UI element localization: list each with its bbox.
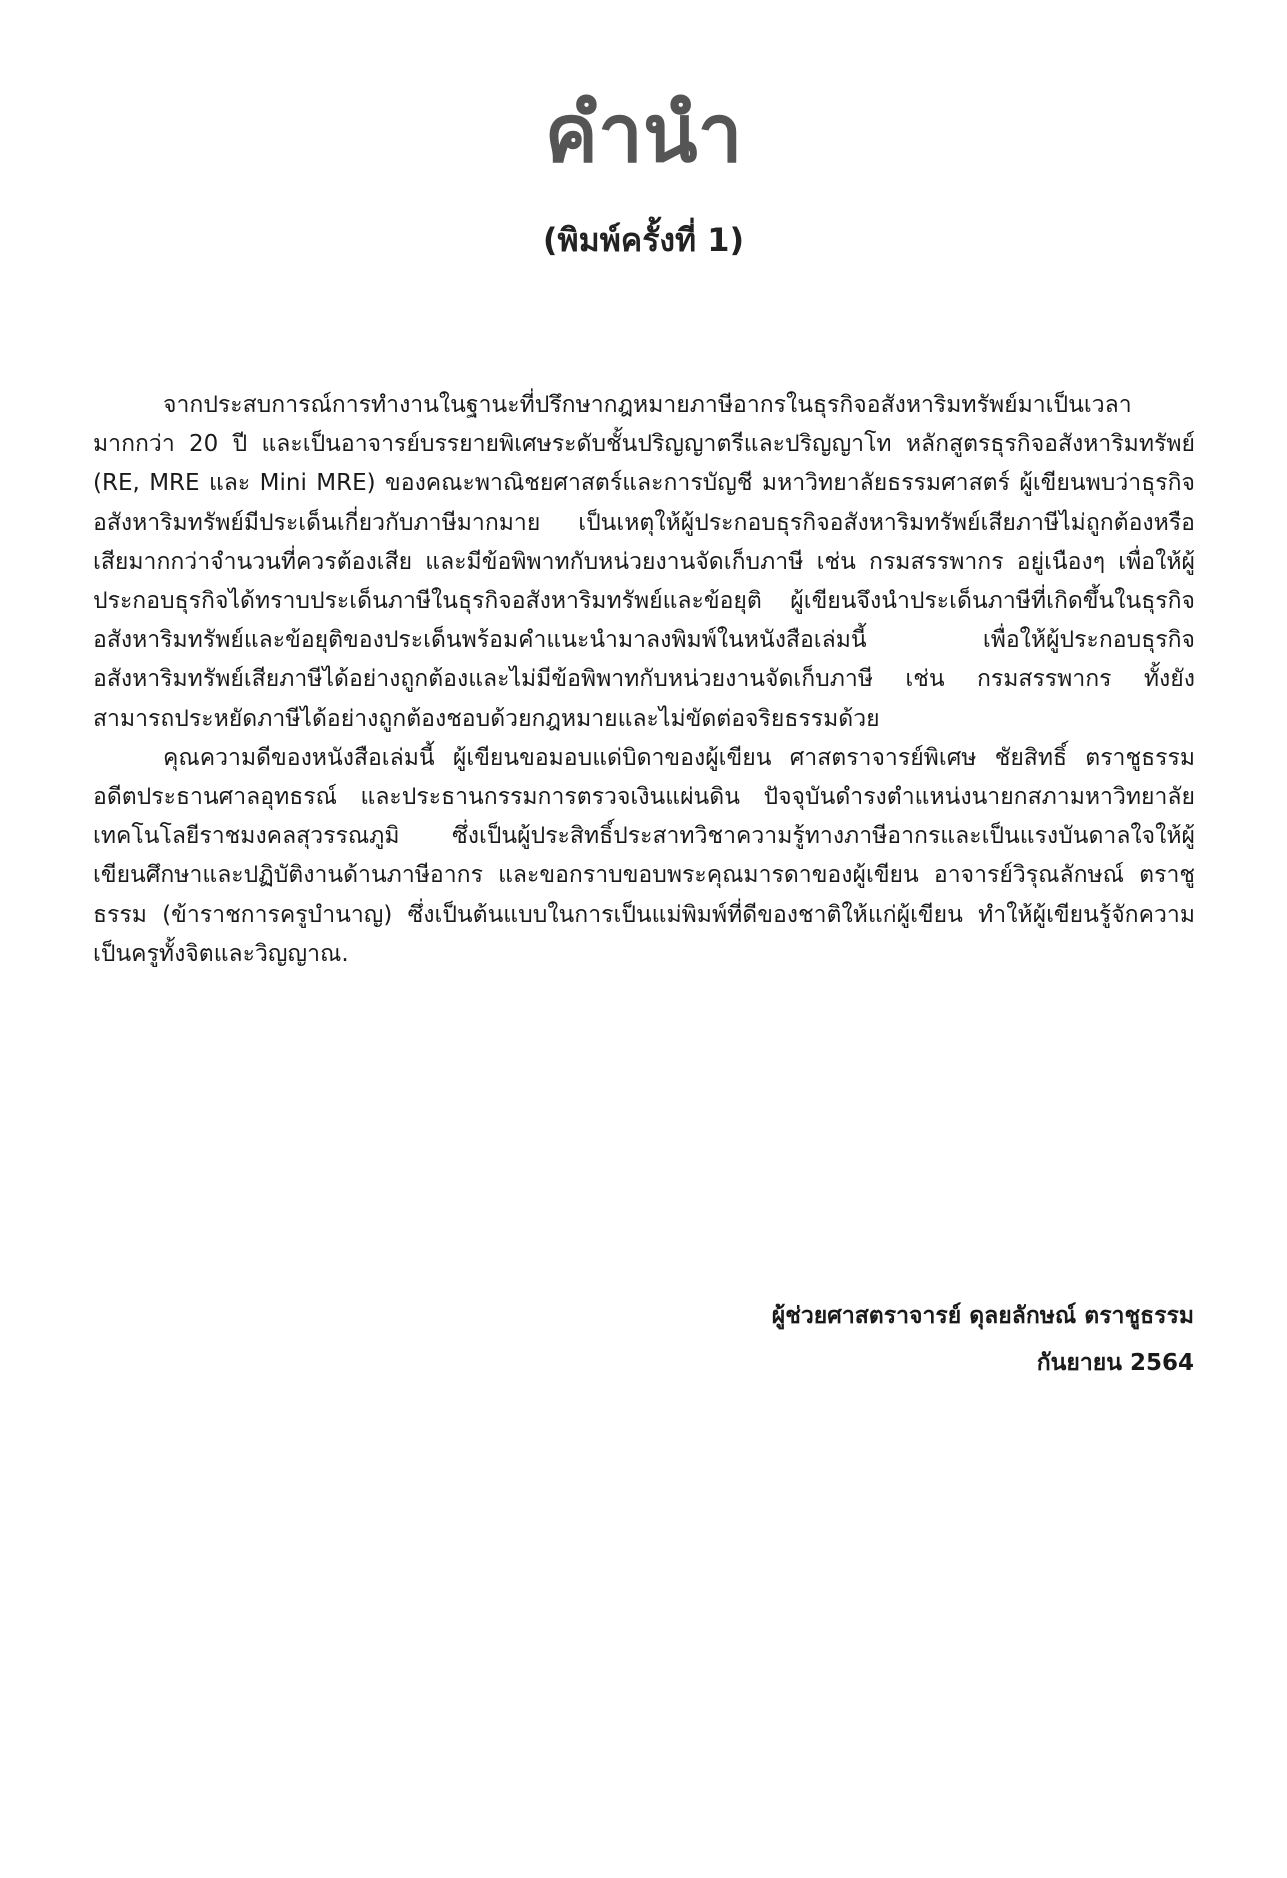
body-text [93, 386, 1195, 974]
paragraph-2: คุณความดีของหนังสือเล่มนี้ ผู้เขียนขอมอบแด่บิดาของผู้เขียน ศาสตราจารย์พิเศษ ชัยสิทธิ์ ตราชูธรรม อดีตประธานศาลอุทธรณ์ และประธานกรรมการตรวจเงินแผ่นดิน ปัจจุบันดำรงตำแหน่งนายกสภามหาวิทยาลัยเทคโนโลยีราชมงคลสุวรรณภูมิ ซึ่งเป็นผู้ประสิทธิ์ประสาทวิชาความรู้ทางภาษีอากรและเป็นแรงบันดาลใจให้ผู้เขียนศึกษาและปฏิบัติงานด้านภาษีอากร และขอกราบขอบพระคุณมารดาของผู้เขียน อาจารย์วิรุณลักษณ์ ตราชูธรรม (ข้าราชการครูบำนาญ) ซึ่งเป็นต้นแบบในการเป็นแม่พิมพ์ที่ดีของชาติให้แก่ผู้เขียน ทำให้ผู้เขียนรู้จักความเป็นครูทั้งจิตและวิญญาณ. [93, 744, 1195, 967]
page-subtitle: (พิมพ์ครั้งที่ 1) [542, 221, 745, 259]
signature-block [394, 1293, 1194, 1387]
signature-author: ผู้ช่วยศาสตราจารย์ ดุลยลักษณ์ ตราชูธรรม [771, 1303, 1194, 1329]
page-title: คำนำ [544, 87, 743, 180]
paragraph-1: จากประสบการณ์การทำงานในฐานะที่ปรึกษากฎหมายภาษีอากรในธุรกิจอสังหาริมทรัพย์มาเป็นเวลามากกว่า 20 ปี และเป็นอาจารย์บรรยายพิเศษระดับชั้นปริญญาตรีและปริญญาโท หลักสูตรธุรกิจอสังหาริมทรัพย์ (RE, MRE และ Mini MRE) ของคณะพาณิชยศาสตร์และการบัญชี มหาวิทยาลัยธรรมศาสตร์ ผู้เขียนพบว่าธุรกิจอสังหาริมทรัพย์มีประเด็นเกี่ยวกับภาษีมากมาย เป็นเหตุให้ผู้ประกอบธุรกิจอสังหาริมทรัพย์เสียภาษีไม่ถูกต้องหรือเสียมากกว่าจำนวนที่ควรต้องเสีย และมีข้อพิพาทกับหน่วยงานจัดเก็บภาษี เช่น กรมสรรพากร อยู่เนืองๆ เพื่อให้ผู้ประกอบธุรกิจได้ทราบประเด็นภาษีในธุรกิจอสังหาริมทรัพย์และข้อยุติ ผู้เขียนจึงนำประเด็นภาษีที่เกิดขึ้นในธุรกิจอสังหาริมทรัพย์และข้อยุติของประเด็นพร้อมคำแนะนำมาลงพิมพ์ในหนังสือเล่มนี้ เพื่อให้ผู้ประกอบธุรกิจอสังหาริมทรัพย์เสียภาษีได้อย่างถูกต้องและไม่มีข้อพิพาทกับหน่วยงานจัดเก็บภาษี เช่น กรมสรรพากร ทั้งยังสามารถประหยัดภาษีได้อย่างถูกต้องชอบด้วยกฎหมายและไม่ขัดต่อจริยธรรมด้วย [93, 392, 1195, 732]
signature-date: กันยายน 2564 [1036, 1350, 1194, 1376]
